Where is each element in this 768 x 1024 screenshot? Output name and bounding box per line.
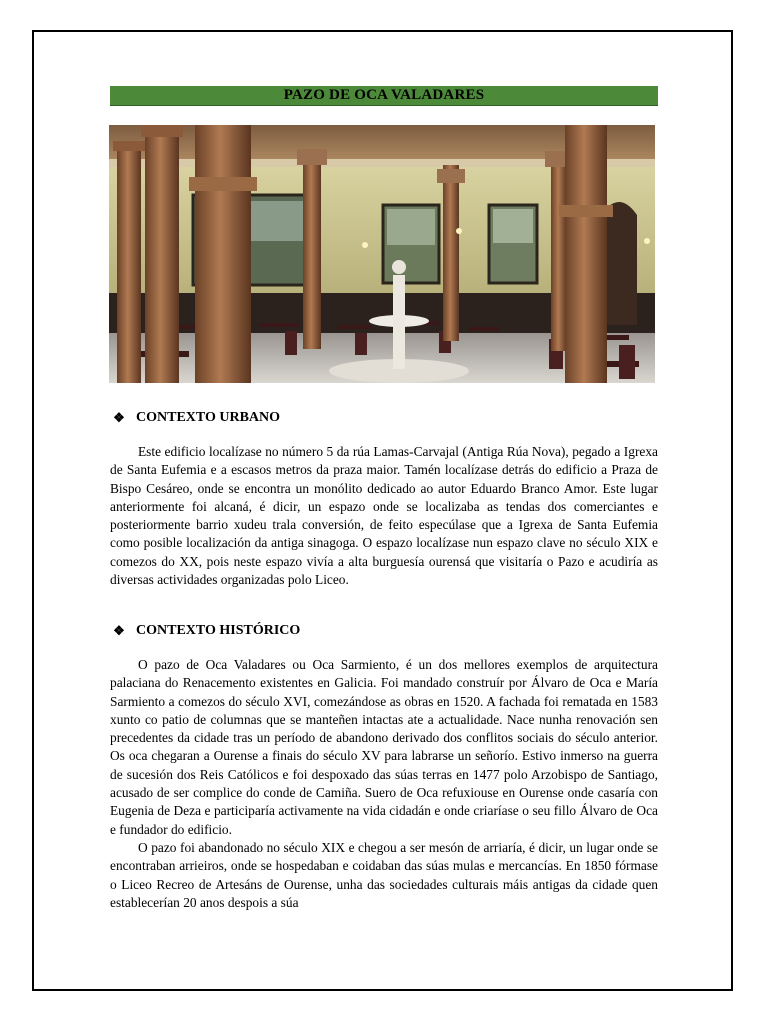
section-heading-contexto-urbano <box>112 410 280 426</box>
document-title: PAZO DE OCA VALADARES <box>283 87 485 103</box>
section-heading-text: CONTEXTO HISTÓRICO <box>136 623 301 638</box>
paragraph: O pazo de Oca Valadares ou Oca Sarmiento, é un dos mellores exemplos de arquitectura palaciana do Renacemento existentes en Galicia. Foi mandado construír por Álvaro de Oca e María Sarmiento a comezos do século XVI, comezándose as obras en 1520. A fachada foi rematada en 1583 xunto co patio de columnas que se manteñen intactas ate a actualidade. Nace nunha renovación sen precedentes da cidade tras un período de abandono derivado dos conflitos sociais do século anterior. Os oca chegaran a Ourense a finais do século XV para labrarse un señorío. Estivo inmerso na guerra de sucesión dos Reis Católicos e foi despoxado das súas terras en 1477 polo Arzobispo de Santiago, acusado de ser complice do conde de Camiña. Suero de Oca refuxiouse en Ourense onde casaría con Eugenia de Deza e participaría activamente na vida cidadán e onde criaríase o seu fillo Álvaro de Oca e fundador do edificio. <box>110 657 658 837</box>
section-body-contexto-urbano <box>110 443 658 589</box>
section-heading-text: CONTEXTO URBANO <box>136 410 281 425</box>
courtyard-photo <box>109 125 655 383</box>
diamond-bullet-icon: ❖ <box>113 410 125 425</box>
paragraph: Este edificio localízase no número 5 da rúa Lamas-Carvajal (Antiga Rúa Nova), pegado a Igrexa de Santa Eufemia e a escasos metros da praza maior. Tamén localízase detrás do edificio a Praza de Bispo Cesáreo, onde se encontra un monólito dedicado ao autor Eduardo Branco Amor. Este lugar anteriormente foi alcaná, é dicir, un espazo onde se localizaba as tendas dos comerciantes e posteriormente barrio xudeu trala conversión, de feito especúlase que a Igrexa de Santa Eufemia como posible localización da antiga sinagoga. O espazo localízase nun espazo clave no século XIX e comezos do XX, pois neste espazo vivía a alta burguesía ourensá que visitaría o Pazo e acudiría as diversas actividades organizadas polo Liceo. <box>110 444 658 588</box>
paragraph: O pazo foi abandonado no século XIX e chegou a ser mesón de arriaría, é dicir, un lugar onde se encontraban arrieiros, onde se hospedaban e coidaban das súas mulas e mercancías. En 1850 fórmase o Liceo Recreo de Artesáns de Ourense, unha das sociedades culturais máis antigas da cidade quen establecerían 20 anos despois a súa <box>110 839 658 910</box>
section-heading-contexto-historico <box>112 623 300 639</box>
title-banner <box>110 86 658 106</box>
diamond-bullet-icon: ❖ <box>113 623 125 638</box>
section-body-contexto-historico <box>110 656 658 912</box>
